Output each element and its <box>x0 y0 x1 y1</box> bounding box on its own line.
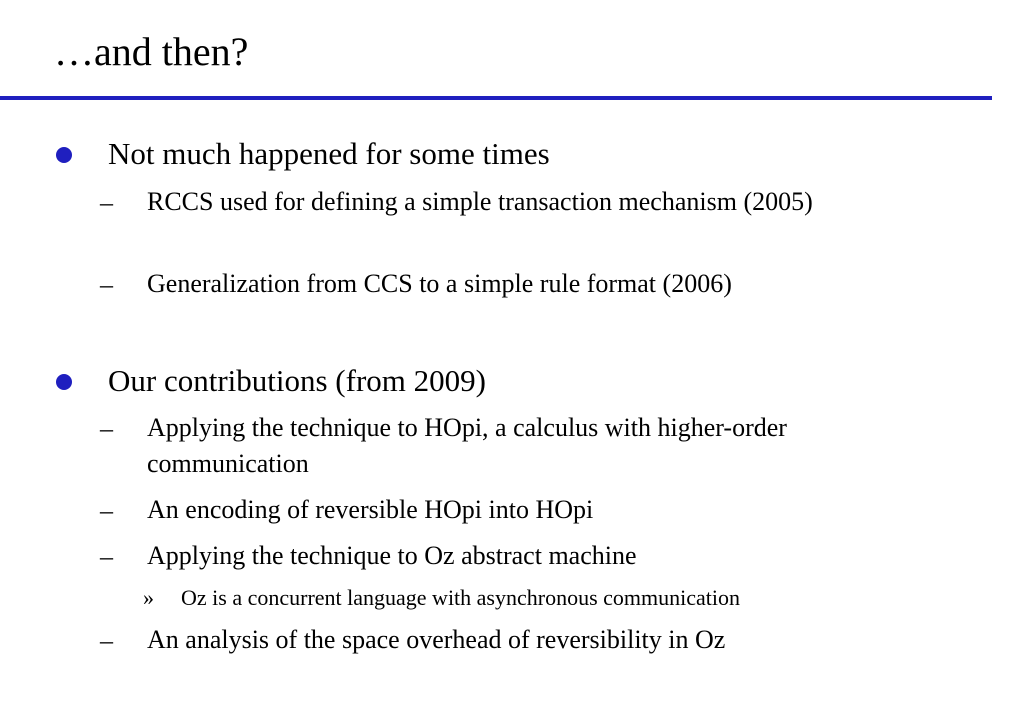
bullet-level2: An analysis of the space overhead of reversibility in Oz <box>147 625 726 654</box>
bullet-level2: RCCS used for defining a simple transaction mechanism (2005) <box>147 187 813 216</box>
dash-marker: – <box>100 626 113 655</box>
dash-marker: – <box>100 270 113 299</box>
dash-marker: – <box>100 542 113 571</box>
bullet-level3: Oz is a concurrent language with asynchronous communication <box>181 585 741 610</box>
dash-marker: – <box>100 414 113 443</box>
bullet-level2: Generalization from CCS to a simple rule format (2006) <box>147 269 732 298</box>
dash-marker: – <box>100 496 113 525</box>
bullet-level1: Our contributions (from 2009) <box>108 363 486 398</box>
bullet-level1: Not much happened for some times <box>108 136 550 171</box>
raquo-marker: » <box>143 585 154 610</box>
slide-title: …and then? <box>54 29 249 74</box>
dash-marker: – <box>100 188 113 217</box>
bullet-dot-icon <box>56 147 72 163</box>
bullet-level2: Applying the technique to Oz abstract machine <box>147 541 637 570</box>
bullet-level2: An encoding of reversible HOpi into HOpi <box>147 495 594 524</box>
bullet-level2: Applying the technique to HOpi, a calculus with higher-order communication <box>147 413 787 478</box>
bullet-dot-icon <box>56 374 72 390</box>
